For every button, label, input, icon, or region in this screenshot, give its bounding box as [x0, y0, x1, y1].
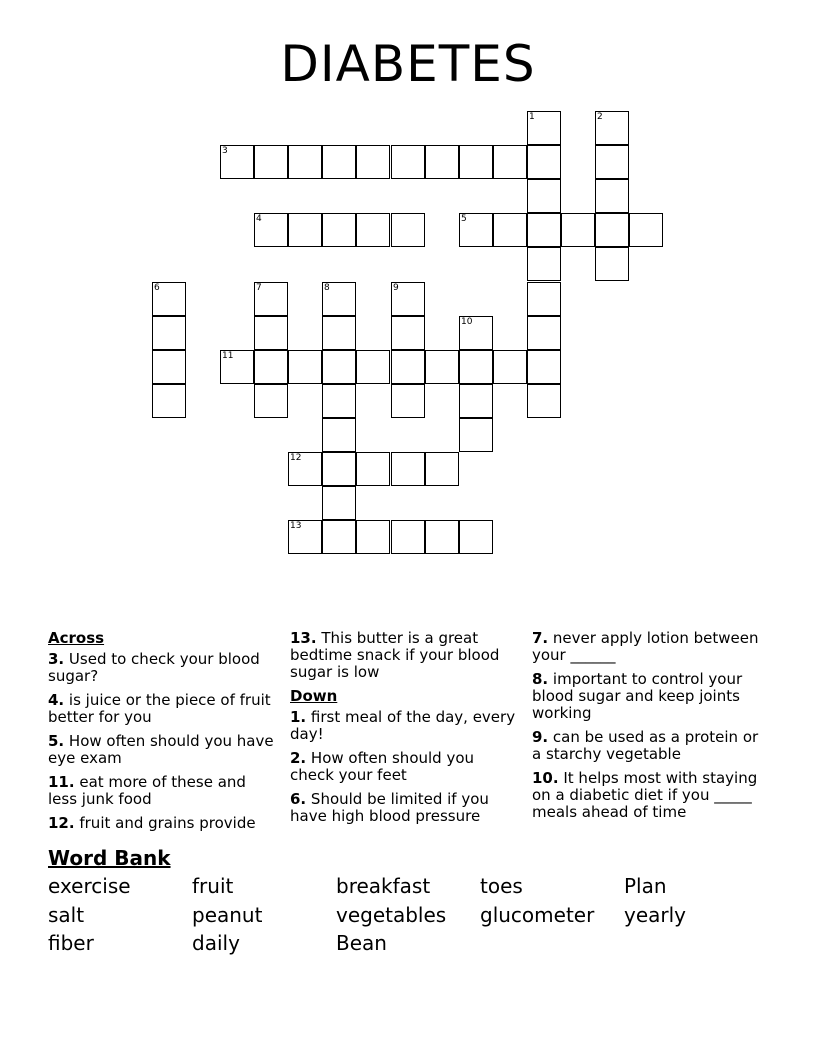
clue-number: 6	[154, 283, 160, 293]
grid-cell[interactable]	[322, 486, 356, 520]
grid-cell[interactable]	[595, 213, 629, 247]
clue-down-9: 9. can be used as a protein or a starchy vegetable	[532, 728, 759, 763]
word-bank-word: peanut	[192, 903, 263, 927]
word-bank-word: Plan	[624, 874, 667, 898]
grid-cell[interactable]	[425, 350, 459, 384]
grid-cell[interactable]	[356, 520, 390, 554]
grid-cell[interactable]	[322, 520, 356, 554]
grid-cell[interactable]	[459, 350, 493, 384]
grid-cell[interactable]	[322, 418, 356, 452]
clue-number: 12	[290, 453, 302, 463]
clue-number: 5	[461, 214, 467, 224]
clue-across-11: 11. eat more of these and less junk food	[48, 773, 246, 808]
grid-cell[interactable]	[391, 145, 425, 179]
across-heading: Across	[48, 629, 105, 647]
grid-cell[interactable]	[595, 247, 629, 281]
grid-cell[interactable]	[459, 418, 493, 452]
grid-cell[interactable]	[254, 213, 288, 247]
grid-cell[interactable]	[595, 111, 629, 145]
clue-across-3: 3. Used to check your blood sugar?	[48, 650, 260, 685]
grid-cell[interactable]	[391, 316, 425, 350]
grid-cell[interactable]	[391, 213, 425, 247]
grid-cell[interactable]	[493, 145, 527, 179]
grid-cell[interactable]	[425, 452, 459, 486]
clue-number: 8	[324, 283, 330, 293]
grid-cell[interactable]	[527, 316, 561, 350]
grid-cell[interactable]	[425, 145, 459, 179]
clue-number: 9	[393, 283, 399, 293]
grid-cell[interactable]	[629, 213, 663, 247]
grid-cell[interactable]	[391, 520, 425, 554]
grid-cell[interactable]	[459, 316, 493, 350]
clue-number: 13	[290, 521, 302, 531]
grid-cell[interactable]	[220, 350, 254, 384]
grid-cell[interactable]	[254, 384, 288, 418]
word-bank-heading: Word Bank	[48, 846, 171, 870]
grid-cell[interactable]	[288, 350, 322, 384]
grid-cell[interactable]	[527, 350, 561, 384]
grid-cell[interactable]	[527, 282, 561, 316]
grid-cell[interactable]	[527, 384, 561, 418]
grid-cell[interactable]	[288, 452, 322, 486]
grid-cell[interactable]	[322, 384, 356, 418]
clue-down-8: 8. important to control your blood sugar and keep joints working	[532, 670, 743, 722]
clue-down-2: 2. How often should you check your feet	[290, 749, 475, 784]
clue-across-12: 12. fruit and grains provide	[48, 814, 256, 832]
word-bank-word: salt	[48, 903, 85, 927]
grid-cell[interactable]	[527, 111, 561, 145]
grid-cell[interactable]	[152, 350, 186, 384]
grid-cell[interactable]	[288, 520, 322, 554]
grid-cell[interactable]	[391, 452, 425, 486]
clue-number: 4	[256, 214, 262, 224]
down-heading: Down	[290, 687, 338, 705]
grid-cell[interactable]	[254, 145, 288, 179]
clue-across-13: 13. This butter is a great bedtime snack if your blood sugar is low	[290, 629, 500, 681]
grid-cell[interactable]	[288, 213, 322, 247]
clue-down-6: 6. Should be limited if you have high blood pressure	[290, 790, 489, 825]
clue-number: 10	[461, 317, 473, 327]
grid-cell[interactable]	[254, 282, 288, 316]
grid-cell[interactable]	[254, 350, 288, 384]
grid-cell[interactable]	[459, 213, 493, 247]
grid-cell[interactable]	[459, 520, 493, 554]
clue-down-1: 1. first meal of the day, every day!	[290, 708, 516, 743]
clue-number: 11	[222, 351, 234, 361]
grid-cell[interactable]	[527, 145, 561, 179]
clues-column-3	[532, 630, 768, 828]
grid-cell[interactable]	[595, 179, 629, 213]
grid-cell[interactable]	[425, 520, 459, 554]
grid-cell[interactable]	[459, 384, 493, 418]
clue-number: 3	[222, 146, 228, 156]
grid-cell[interactable]	[288, 145, 322, 179]
grid-cell[interactable]	[322, 213, 356, 247]
grid-cell[interactable]	[493, 213, 527, 247]
grid-cell[interactable]	[356, 145, 390, 179]
word-bank-word: glucometer	[480, 903, 595, 927]
grid-cell[interactable]	[356, 350, 390, 384]
clue-down-7: 7. never apply lotion between your ______	[532, 629, 759, 664]
grid-cell[interactable]	[356, 452, 390, 486]
clue-number: 7	[256, 283, 262, 293]
grid-cell[interactable]	[322, 282, 356, 316]
word-bank-word: yearly	[624, 903, 687, 927]
grid-cell[interactable]	[322, 145, 356, 179]
clue-down-10: 10. It helps most with staying on a diabetic diet if you _____ meals ahead of time	[532, 769, 758, 821]
grid-cell[interactable]	[322, 452, 356, 486]
grid-cell[interactable]	[493, 350, 527, 384]
grid-cell[interactable]	[561, 213, 595, 247]
grid-cell[interactable]	[254, 316, 288, 350]
grid-cell[interactable]	[152, 282, 186, 316]
clues-column-2	[290, 630, 520, 832]
grid-cell[interactable]	[391, 282, 425, 316]
grid-cell[interactable]	[459, 145, 493, 179]
grid-cell[interactable]	[356, 213, 390, 247]
grid-cell[interactable]	[595, 145, 629, 179]
clues-column-1	[48, 630, 278, 839]
clue-across-4: 4. is juice or the piece of fruit better for you	[48, 691, 271, 726]
grid-cell[interactable]	[220, 145, 254, 179]
clue-number: 1	[529, 112, 535, 122]
grid-cell[interactable]	[322, 316, 356, 350]
grid-cell[interactable]	[391, 384, 425, 418]
word-bank-word: breakfast	[336, 874, 431, 898]
word-bank-word: vegetables	[336, 903, 447, 927]
clue-across-5: 5. How often should you have eye exam	[48, 732, 274, 767]
word-bank-word: daily	[192, 931, 240, 955]
grid-cell[interactable]	[152, 316, 186, 350]
clue-number: 2	[597, 112, 603, 122]
grid-cell[interactable]	[152, 384, 186, 418]
word-bank-word: fruit	[192, 874, 234, 898]
word-bank-word: fiber	[48, 931, 94, 955]
puzzle-title: DIABETES	[280, 35, 536, 93]
word-bank-word: Bean	[336, 931, 387, 955]
word-bank-word: toes	[480, 874, 523, 898]
grid-cell[interactable]	[527, 247, 561, 281]
grid-cell[interactable]	[322, 350, 356, 384]
word-bank-word: exercise	[48, 874, 131, 898]
grid-cell[interactable]	[527, 179, 561, 213]
grid-cell[interactable]	[527, 213, 561, 247]
grid-cell[interactable]	[391, 350, 425, 384]
